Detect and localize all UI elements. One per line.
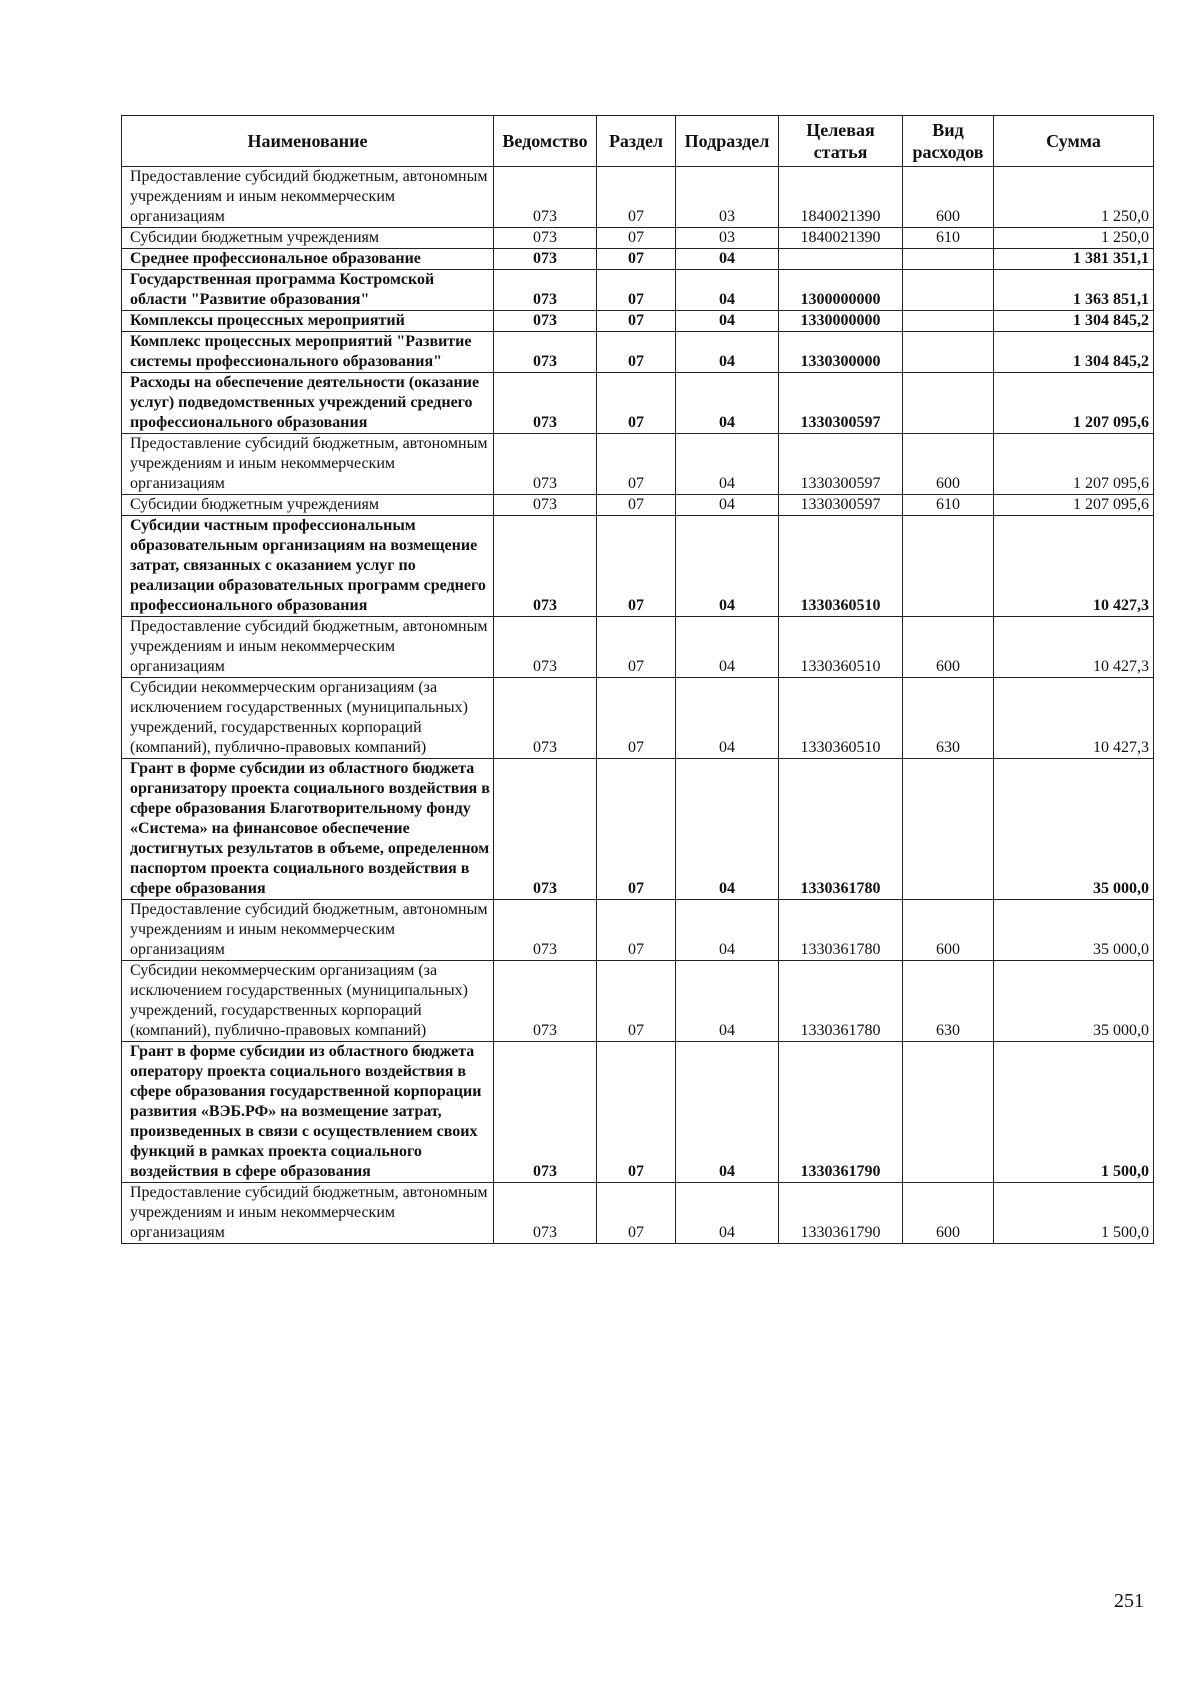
cell-name: Субсидии бюджетным учреждениям [122,495,494,516]
cell-subsection: 03 [676,228,779,249]
cell-name: Грант в форме субсидии из областного бюджета организатору проекта социального воздействия в сфере образования Благотворительному фонду «Система» на финансовое обеспечение достигнутых результатов в объеме, определенном паспортом проекта социального воздействия в сфере образования [122,759,494,900]
cell-name: Комплексы процессных мероприятий [122,311,494,332]
cell-exp-type [903,373,994,434]
cell-dept: 073 [494,228,597,249]
cell-name: Субсидии частным профессиональным образовательным организациям на возмещение затрат, связанных с оказанием услуг по реализации образовательных программ среднего профессионального образования [122,516,494,617]
cell-name: Государственная программа Костромской области "Развитие образования" [122,270,494,311]
header-subsection: Подраздел [676,116,779,167]
cell-exp-type [903,1042,994,1183]
cell-exp-type [903,270,994,311]
cell-section: 07 [597,495,676,516]
cell-subsection: 04 [676,434,779,495]
cell-name: Предоставление субсидий бюджетным, автономным учреждениям и иным некоммерческим организациям [122,617,494,678]
cell-exp-type [903,759,994,900]
cell-target: 1330361780 [779,759,903,900]
cell-dept: 073 [494,900,597,961]
cell-subsection: 04 [676,311,779,332]
cell-name: Среднее профессиональное образование [122,249,494,270]
cell-amount: 1 304 845,2 [994,311,1154,332]
cell-amount: 1 250,0 [994,228,1154,249]
cell-subsection: 03 [676,167,779,228]
cell-amount: 1 304 845,2 [994,332,1154,373]
cell-target: 1840021390 [779,228,903,249]
cell-amount: 1 207 095,6 [994,495,1154,516]
cell-amount: 35 000,0 [994,961,1154,1042]
cell-target: 1330300597 [779,373,903,434]
cell-name: Предоставление субсидий бюджетным, автономным учреждениям и иным некоммерческим организациям [122,167,494,228]
cell-section: 07 [597,373,676,434]
cell-amount: 10 427,3 [994,617,1154,678]
cell-target: 1330361790 [779,1183,903,1244]
budget-table [121,115,1154,1244]
cell-name: Расходы на обеспечение деятельности (оказание услуг) подведомственных учреждений среднего профессионального образования [122,373,494,434]
header-row [122,116,1154,167]
table-row [122,332,1154,373]
cell-section: 07 [597,434,676,495]
cell-exp-type: 600 [903,167,994,228]
table-row [122,311,1154,332]
header-section: Раздел [597,116,676,167]
table-row [122,495,1154,516]
cell-subsection: 04 [676,1042,779,1183]
cell-name: Субсидии некоммерческим организациям (за исключением государственных (муниципальных) учреждений, государственных корпораций (компаний), публично-правовых компаний) [122,678,494,759]
cell-section: 07 [597,167,676,228]
cell-name: Субсидии бюджетным учреждениям [122,228,494,249]
cell-section: 07 [597,617,676,678]
cell-exp-type [903,311,994,332]
table-row [122,167,1154,228]
cell-dept: 073 [494,1042,597,1183]
cell-dept: 073 [494,495,597,516]
cell-exp-type [903,516,994,617]
cell-section: 07 [597,961,676,1042]
cell-target: 1330000000 [779,311,903,332]
cell-section: 07 [597,900,676,961]
table-row [122,249,1154,270]
cell-section: 07 [597,270,676,311]
cell-section: 07 [597,311,676,332]
page-number: 251 [1114,1590,1144,1612]
table-row [122,1183,1154,1244]
header-dept: Ведомство [494,116,597,167]
cell-section: 07 [597,759,676,900]
cell-section: 07 [597,228,676,249]
table-row [122,228,1154,249]
cell-target: 1330300000 [779,332,903,373]
table-row [122,678,1154,759]
cell-amount: 35 000,0 [994,900,1154,961]
cell-target: 1330361780 [779,900,903,961]
cell-subsection: 04 [676,900,779,961]
cell-amount: 1 207 095,6 [994,434,1154,495]
cell-name: Комплекс процессных мероприятий "Развитие системы профессионального образования" [122,332,494,373]
cell-dept: 073 [494,678,597,759]
cell-target: 1330360510 [779,516,903,617]
cell-subsection: 04 [676,759,779,900]
cell-section: 07 [597,1183,676,1244]
cell-exp-type: 600 [903,1183,994,1244]
cell-dept: 073 [494,516,597,617]
cell-dept: 073 [494,270,597,311]
header-name: Наименование [122,116,494,167]
cell-exp-type: 600 [903,900,994,961]
cell-section: 07 [597,332,676,373]
table-row [122,759,1154,900]
table-body [122,167,1154,1244]
cell-section: 07 [597,1042,676,1183]
cell-exp-type: 630 [903,961,994,1042]
table-row [122,516,1154,617]
cell-amount: 10 427,3 [994,678,1154,759]
cell-target [779,249,903,270]
cell-dept: 073 [494,311,597,332]
cell-target: 1300000000 [779,270,903,311]
cell-amount: 1 500,0 [994,1183,1154,1244]
cell-exp-type: 600 [903,434,994,495]
cell-subsection: 04 [676,270,779,311]
cell-target: 1330361780 [779,961,903,1042]
table-row [122,1042,1154,1183]
header-amount: Сумма [994,116,1154,167]
cell-subsection: 04 [676,961,779,1042]
table-row [122,961,1154,1042]
table-header [122,116,1154,167]
cell-name: Грант в форме субсидии из областного бюджета оператору проекта социального воздействия в сфере образования государственной корпорации развития «ВЭБ.РФ» на возмещение затрат, произведенных в связи с осуществлением своих функций в рамках проекта социального воздействия в сфере образования [122,1042,494,1183]
cell-name: Субсидии некоммерческим организациям (за исключением государственных (муниципальных) учреждений, государственных корпораций (компаний), публично-правовых компаний) [122,961,494,1042]
cell-target: 1840021390 [779,167,903,228]
cell-name: Предоставление субсидий бюджетным, автономным учреждениям и иным некоммерческим организациям [122,900,494,961]
cell-exp-type [903,332,994,373]
cell-dept: 073 [494,332,597,373]
cell-dept: 073 [494,434,597,495]
cell-amount: 1 363 851,1 [994,270,1154,311]
cell-exp-type: 630 [903,678,994,759]
header-exp-type: Вид расходов [903,116,994,167]
cell-subsection: 04 [676,617,779,678]
cell-subsection: 04 [676,516,779,617]
cell-subsection: 04 [676,332,779,373]
cell-amount: 1 207 095,6 [994,373,1154,434]
cell-exp-type [903,249,994,270]
cell-subsection: 04 [676,249,779,270]
cell-dept: 073 [494,1183,597,1244]
cell-subsection: 04 [676,678,779,759]
cell-target: 1330300597 [779,495,903,516]
cell-amount: 10 427,3 [994,516,1154,617]
cell-section: 07 [597,678,676,759]
cell-exp-type: 610 [903,228,994,249]
cell-dept: 073 [494,167,597,228]
cell-name: Предоставление субсидий бюджетным, автономным учреждениям и иным некоммерческим организациям [122,434,494,495]
cell-dept: 073 [494,373,597,434]
cell-dept: 073 [494,961,597,1042]
header-target: Целевая статья [779,116,903,167]
cell-section: 07 [597,516,676,617]
cell-subsection: 04 [676,495,779,516]
cell-name: Предоставление субсидий бюджетным, автономным учреждениям и иным некоммерческим организациям [122,1183,494,1244]
cell-target: 1330360510 [779,678,903,759]
cell-dept: 073 [494,249,597,270]
cell-subsection: 04 [676,1183,779,1244]
cell-amount: 1 500,0 [994,1042,1154,1183]
cell-exp-type: 610 [903,495,994,516]
table-row [122,373,1154,434]
cell-amount: 1 250,0 [994,167,1154,228]
table-row [122,617,1154,678]
cell-dept: 073 [494,617,597,678]
cell-exp-type: 600 [903,617,994,678]
table-row [122,900,1154,961]
cell-target: 1330360510 [779,617,903,678]
cell-amount: 1 381 351,1 [994,249,1154,270]
cell-target: 1330300597 [779,434,903,495]
cell-target: 1330361790 [779,1042,903,1183]
cell-subsection: 04 [676,373,779,434]
table-row [122,270,1154,311]
table-row [122,434,1154,495]
cell-section: 07 [597,249,676,270]
cell-dept: 073 [494,759,597,900]
cell-amount: 35 000,0 [994,759,1154,900]
